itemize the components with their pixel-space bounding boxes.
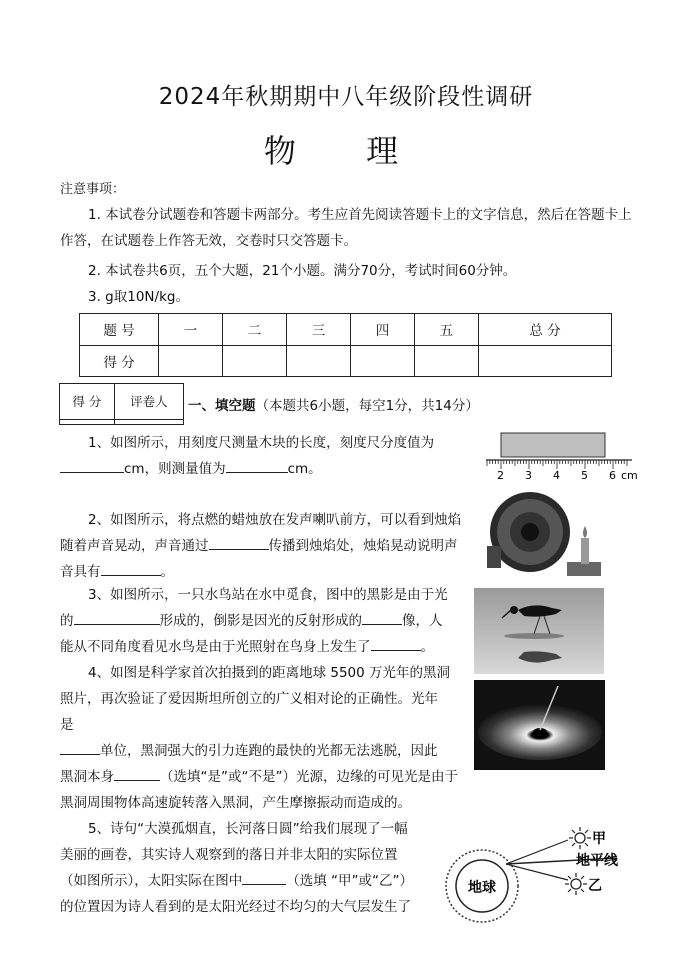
notice-heading: 注意事项：	[60, 182, 126, 197]
candle-holder	[567, 562, 601, 576]
score-header-label: 题 号	[80, 314, 159, 346]
q2-blank-1[interactable]	[209, 535, 269, 550]
grader-table	[59, 383, 184, 425]
score-header-total: 总 分	[478, 314, 611, 346]
q2-line2b: 传播到烛焰处，烛焰晃动说明声	[268, 538, 458, 554]
wood-block	[501, 433, 605, 457]
q4-blank-2[interactable]	[114, 766, 160, 781]
q5-line4: 的位置因为诗人看到的是太阳光经过不均匀的大气层发生了	[60, 899, 411, 915]
q1-blank-2[interactable]	[226, 458, 288, 473]
score-header-col: 四	[350, 314, 414, 346]
q2-line2a: 随着声音晃动，声音通过	[60, 538, 209, 554]
speaker-base	[487, 546, 501, 568]
score-header-col: 二	[222, 314, 286, 346]
notice-item-2: 2. 本试卷共6页，五个大题，21个小题。满分70分，考试时间60分钟。	[88, 263, 517, 279]
notice-item-1: 1. 本试卷分试题卷和答题卡两部分。考生应首先阅读答题卡上的文字信息，然后在答题卡上作答，在试题卷上作答无效，交卷时只交答题卡。	[60, 207, 632, 249]
score-header-col: 一	[159, 314, 223, 346]
score-header-col: 三	[286, 314, 350, 346]
q3-line2	[60, 608, 480, 634]
q3-line2c: 像，人	[402, 613, 443, 629]
q3-blank-3[interactable]	[371, 636, 421, 651]
grader-name-cell[interactable]	[114, 419, 183, 424]
exam-title: 2024年秋期期中八年级阶段性调研	[158, 84, 534, 110]
q1-line1: 1、如图所示，用刻度尺测量木块的长度，刻度尺分度值为	[88, 435, 435, 451]
score-cell[interactable]	[286, 345, 350, 377]
q1-blank-1[interactable]	[60, 458, 124, 473]
ruler-tick-marks	[487, 460, 627, 469]
grader-score-cell[interactable]	[60, 419, 115, 424]
ruler-label-6: 6	[609, 469, 616, 482]
q3-line2a: 的	[60, 613, 74, 629]
q3-line3	[60, 634, 480, 660]
q2-line3a: 音具有	[60, 564, 101, 580]
score-header-col: 五	[414, 314, 478, 346]
q5-line3a: （如图所示），太阳实际在图中	[60, 873, 243, 889]
bird-head	[510, 606, 518, 614]
q3-blank-2[interactable]	[362, 610, 402, 625]
earth-label: 地球	[468, 880, 496, 896]
score-row-label: 得 分	[80, 345, 159, 377]
sightline-upper	[506, 840, 568, 864]
q5-blank-1[interactable]	[242, 870, 286, 885]
q5-line3	[60, 868, 440, 894]
notice-item-3: 3. g取10N/kg。	[88, 289, 189, 305]
grader-name-label: 评卷人	[114, 384, 183, 420]
q4-blank-1[interactable]	[60, 740, 100, 755]
q2-blank-2[interactable]	[101, 561, 161, 576]
ruler-unit: cm	[621, 469, 638, 482]
q2-line2	[60, 533, 480, 559]
score-cell[interactable]	[478, 345, 611, 377]
bird-shadow	[504, 633, 564, 639]
q4-line5	[60, 764, 480, 790]
q3-line2b: 形成的，倒影是因光的反射形成的	[159, 613, 362, 629]
q4-line5b: （选填“是”或“不是”）光源，边缘的可见光是由于	[160, 769, 458, 785]
score-cell[interactable]	[222, 345, 286, 377]
q1-line2	[60, 456, 460, 482]
score-cell[interactable]	[159, 345, 223, 377]
q1-unit1: cm，则测量值为	[124, 461, 226, 477]
q4-line1: 4、如图是科学家首次拍摄到的距离地球 5500 万光年的黑洞	[88, 665, 451, 681]
ruler-figure	[484, 430, 649, 488]
yi-label: 乙	[588, 878, 602, 894]
ruler-label-4: 4	[553, 469, 560, 482]
subject-title: 物 理	[263, 132, 429, 170]
sunset-refraction-figure	[442, 822, 642, 932]
q5-line2: 美丽的画卷，其实诗人观察到的落日并非太阳的实际位置	[60, 847, 398, 863]
speaker-candle-figure	[485, 490, 605, 582]
jia-label: 甲	[592, 831, 606, 847]
q3-blank-1[interactable]	[74, 610, 160, 625]
sun-icon	[565, 873, 587, 895]
score-cell[interactable]	[350, 345, 414, 377]
q4-line2: 照片，再次验证了爱因斯坦所创立的广义相对论的正确性。光年	[60, 691, 438, 707]
section-1-heading	[188, 394, 479, 414]
water-bird-figure	[474, 588, 604, 674]
candle	[581, 538, 589, 564]
grader-score-label: 得 分	[60, 384, 115, 420]
q4-line5a: 黑洞本身	[60, 769, 114, 785]
q4-line3: 是	[60, 717, 74, 733]
section-1-note: （本题共6小题，每空1分，共14分）	[255, 398, 479, 414]
speaker-dustcap	[521, 523, 539, 541]
black-hole-figure	[474, 680, 605, 770]
ruler-label-3: 3	[525, 469, 532, 482]
ruler-label-2: 2	[497, 469, 504, 482]
horizon-label: 地平线	[576, 853, 618, 869]
q1-unit2: cm。	[287, 461, 322, 477]
score-table	[79, 313, 612, 377]
sun-icon	[569, 827, 591, 849]
q4-line4	[60, 738, 480, 764]
q2-line1: 2、如图所示，将点燃的蜡烛放在发声喇叭前方，可以看到烛焰	[88, 512, 462, 528]
q2-line3b: 。	[160, 564, 174, 580]
ruler-label-5: 5	[581, 469, 588, 482]
q3-line3a: 能从不同角度看见水鸟是由于光照射在鸟身上发生了	[60, 639, 371, 655]
q3-line3b: 。	[420, 639, 434, 655]
section-1-title: 一、填空题	[188, 398, 256, 414]
q4-line6: 黑洞周围物体高速旋转落入黑洞，产生摩擦振动而造成的。	[60, 795, 411, 811]
q5-line3b: （选填 “甲”或“乙”）	[286, 873, 414, 889]
q3-line1: 3、如图所示，一只水鸟站在水中觅食，图中的黑影是由于光	[88, 587, 448, 603]
q4-line4-text: 单位，黑洞强大的引力连跑的最快的光都无法逃脱，因此	[100, 743, 438, 759]
q5-line1: 5、诗句“大漠孤烟直，长河落日圆”给我们展现了一幅	[88, 821, 408, 837]
score-cell[interactable]	[414, 345, 478, 377]
